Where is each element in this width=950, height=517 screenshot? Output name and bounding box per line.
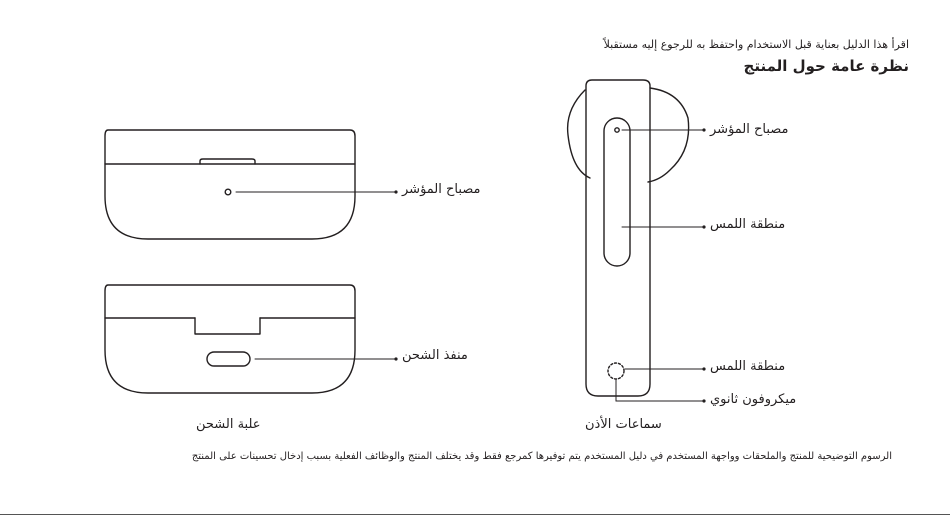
case-top-view (105, 130, 398, 239)
disclaimer-footnote: الرسوم التوضيحية للمنتج والملحقات وواجهة المستخدم في دليل المستخدم يتم توفيرها كمرجع فقط وقد يختلف المنتج والوظائف الفعلية بسبب إدخال تحسينات على المنتج (191, 451, 892, 462)
page-title: نظرة عامة حول المنتج (743, 57, 909, 75)
earbud-mic (608, 363, 624, 379)
earbud-illustration (568, 80, 706, 403)
case-indicator-light (225, 189, 231, 195)
intro-note: اقرأ هذا الدليل بعناية قبل الاستخدام واحتفظ به للرجوع إليه مستقبلاً (603, 38, 909, 51)
case-indicator-label: مصباح المؤشر (402, 182, 481, 197)
earbud-touch-area-label-2: منطقة اللمس (710, 359, 786, 374)
case-front-view (105, 285, 398, 393)
bottom-divider (0, 514, 950, 515)
earbud-indicator-light (615, 128, 619, 132)
charging-port (207, 352, 250, 366)
earbud-touch-area (604, 118, 630, 266)
earbud-mic-label: ميكروفون ثانوي (710, 392, 797, 407)
earbud-indicator-label: مصباح المؤشر (710, 122, 789, 137)
earbud-touch-area-label: منطقة اللمس (710, 217, 786, 232)
case-caption: علبة الشحن (196, 417, 261, 432)
earbud-caption: سماعات الأذن (585, 417, 662, 432)
charging-port-label: منفذ الشحن (402, 348, 468, 363)
